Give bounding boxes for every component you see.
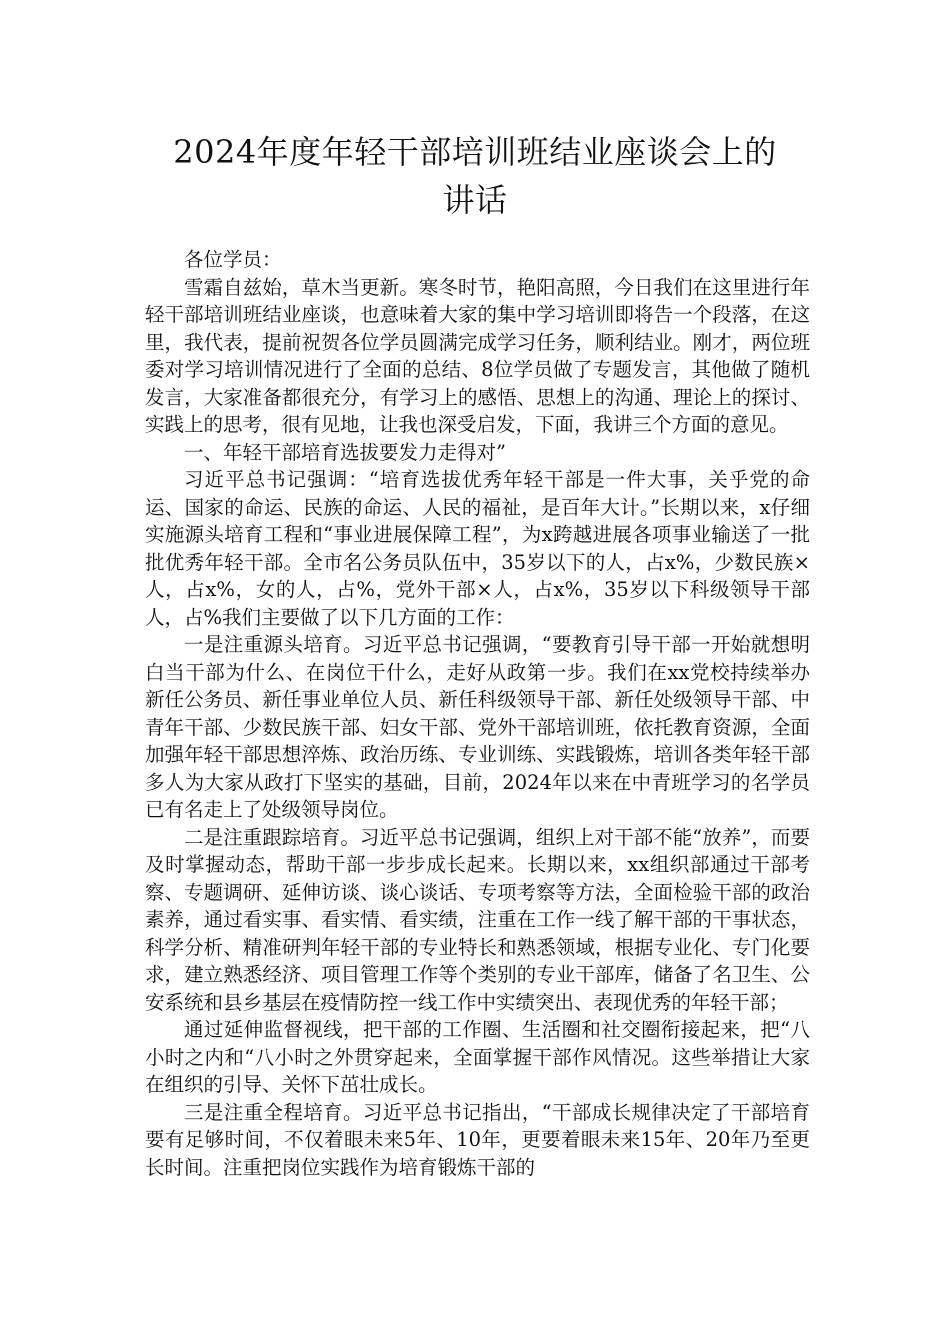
salutation: 各位学员： <box>184 248 282 271</box>
document-body <box>145 246 810 1181</box>
document-title <box>120 128 830 224</box>
paragraph-source-training: 一是注重源头培育。习近平总书记强调，“要教育引导干部一开始就想明白当干部为什么、在岗位干什么，走好从政第一步。我们在xx党校持续举办新任公务员、新任事业单位人员、新任科级领导干部、新任处级领导干部、中青年干部、少数民族干部、妇女干部、党外干部培训班，依托教育资源，全面加强年轻干部思想淬炼、政治历练、专业训练、实践锻炼，培训各类年轻干部多人为大家从政打下坚实的基础，目前，2024年以来在中青班学习的名学员已有名走上了处级领导岗位。 <box>145 633 810 821</box>
paragraph-full-process-training: 三是注重全程培育。习近平总书记指出，“干部成长规律决定了干部培育要有足够时间，不仅着眼未来5年、10年，更要着眼未来15年、20年乃至更长时间。注重把岗位实践作为培育锻炼干部的 <box>145 1100 810 1179</box>
paragraph-supervision: 通过延伸监督视线，把干部的工作圈、生活圈和社交圈衔接起来，把“八小时之内和“八小时之外贯穿起来，全面掌握干部作风情况。这些举措让大家在组织的引导、关怀下茁壮成长。 <box>145 1018 810 1096</box>
title-line-2: 讲话 <box>442 181 508 219</box>
section-heading-1: 一、年轻干部培育选拔要发力走得对” <box>184 440 506 464</box>
paragraph-opening: 雪霜自兹始，草木当更新。寒冬时节，艳阳高照，今日我们在这里进行年轻干部培训班结业座谈，也意味着大家的集中学习培训即将告一个段落，在这里，我代表，提前祝贺各位学员圆满完成学习任务，顺利结业。刚才，两位班委对学习培训情况进行了全面的总结、8位学员做了专题发言，其他做了随机发言，大家准备都很充分，有学习上的感悟、思想上的沟通、理论上的探讨、实践上的思考，很有见地，让我也深受启发，下面，我讲三个方面的意见。 <box>145 275 810 436</box>
paragraph-section-1-intro: 习近平总书记强调：“培育选拔优秀年轻干部是一件大事，关乎党的命运、国家的命运、民族的命运、人民的福祉，是百年大计。”长期以来，x仔细实施源头培育工程和“事业进展保障工程”，为x跨越进展各项事业输送了一批批优秀年轻干部。全市名公务员队伍中，35岁以下的人，占x%，少数民族×人，占x%，女的人，占%，党外干部×人，占x%，35岁以下科级领导干部人，占%我们主要做了以下几方面的工作： <box>145 468 810 629</box>
paragraph-tracking-training: 二是注重跟踪培育。习近平总书记强调，组织上对干部不能“放养”，而要及时掌握动态，帮助干部一步步成长起来。长期以来，xx组织部通过干部考察、专题调研、延伸访谈、谈心谈话、专项考察等方法，全面检验干部的政治素养，通过看实事、看实情、看实绩，注重在工作一线了解干部的干事状态，科学分析、精准研判年轻干部的专业特长和熟悉领域，根据专业化、专门化要求，建立熟悉经济、项目管理工作等个类别的专业干部库，储备了名卫生、公安系统和县乡基层在疫情防控一线工作中实绩突出、表现优秀的年轻干部； <box>145 825 810 1014</box>
title-line-1: 2024年度年轻干部培训班结业座谈会上的 <box>173 133 777 171</box>
